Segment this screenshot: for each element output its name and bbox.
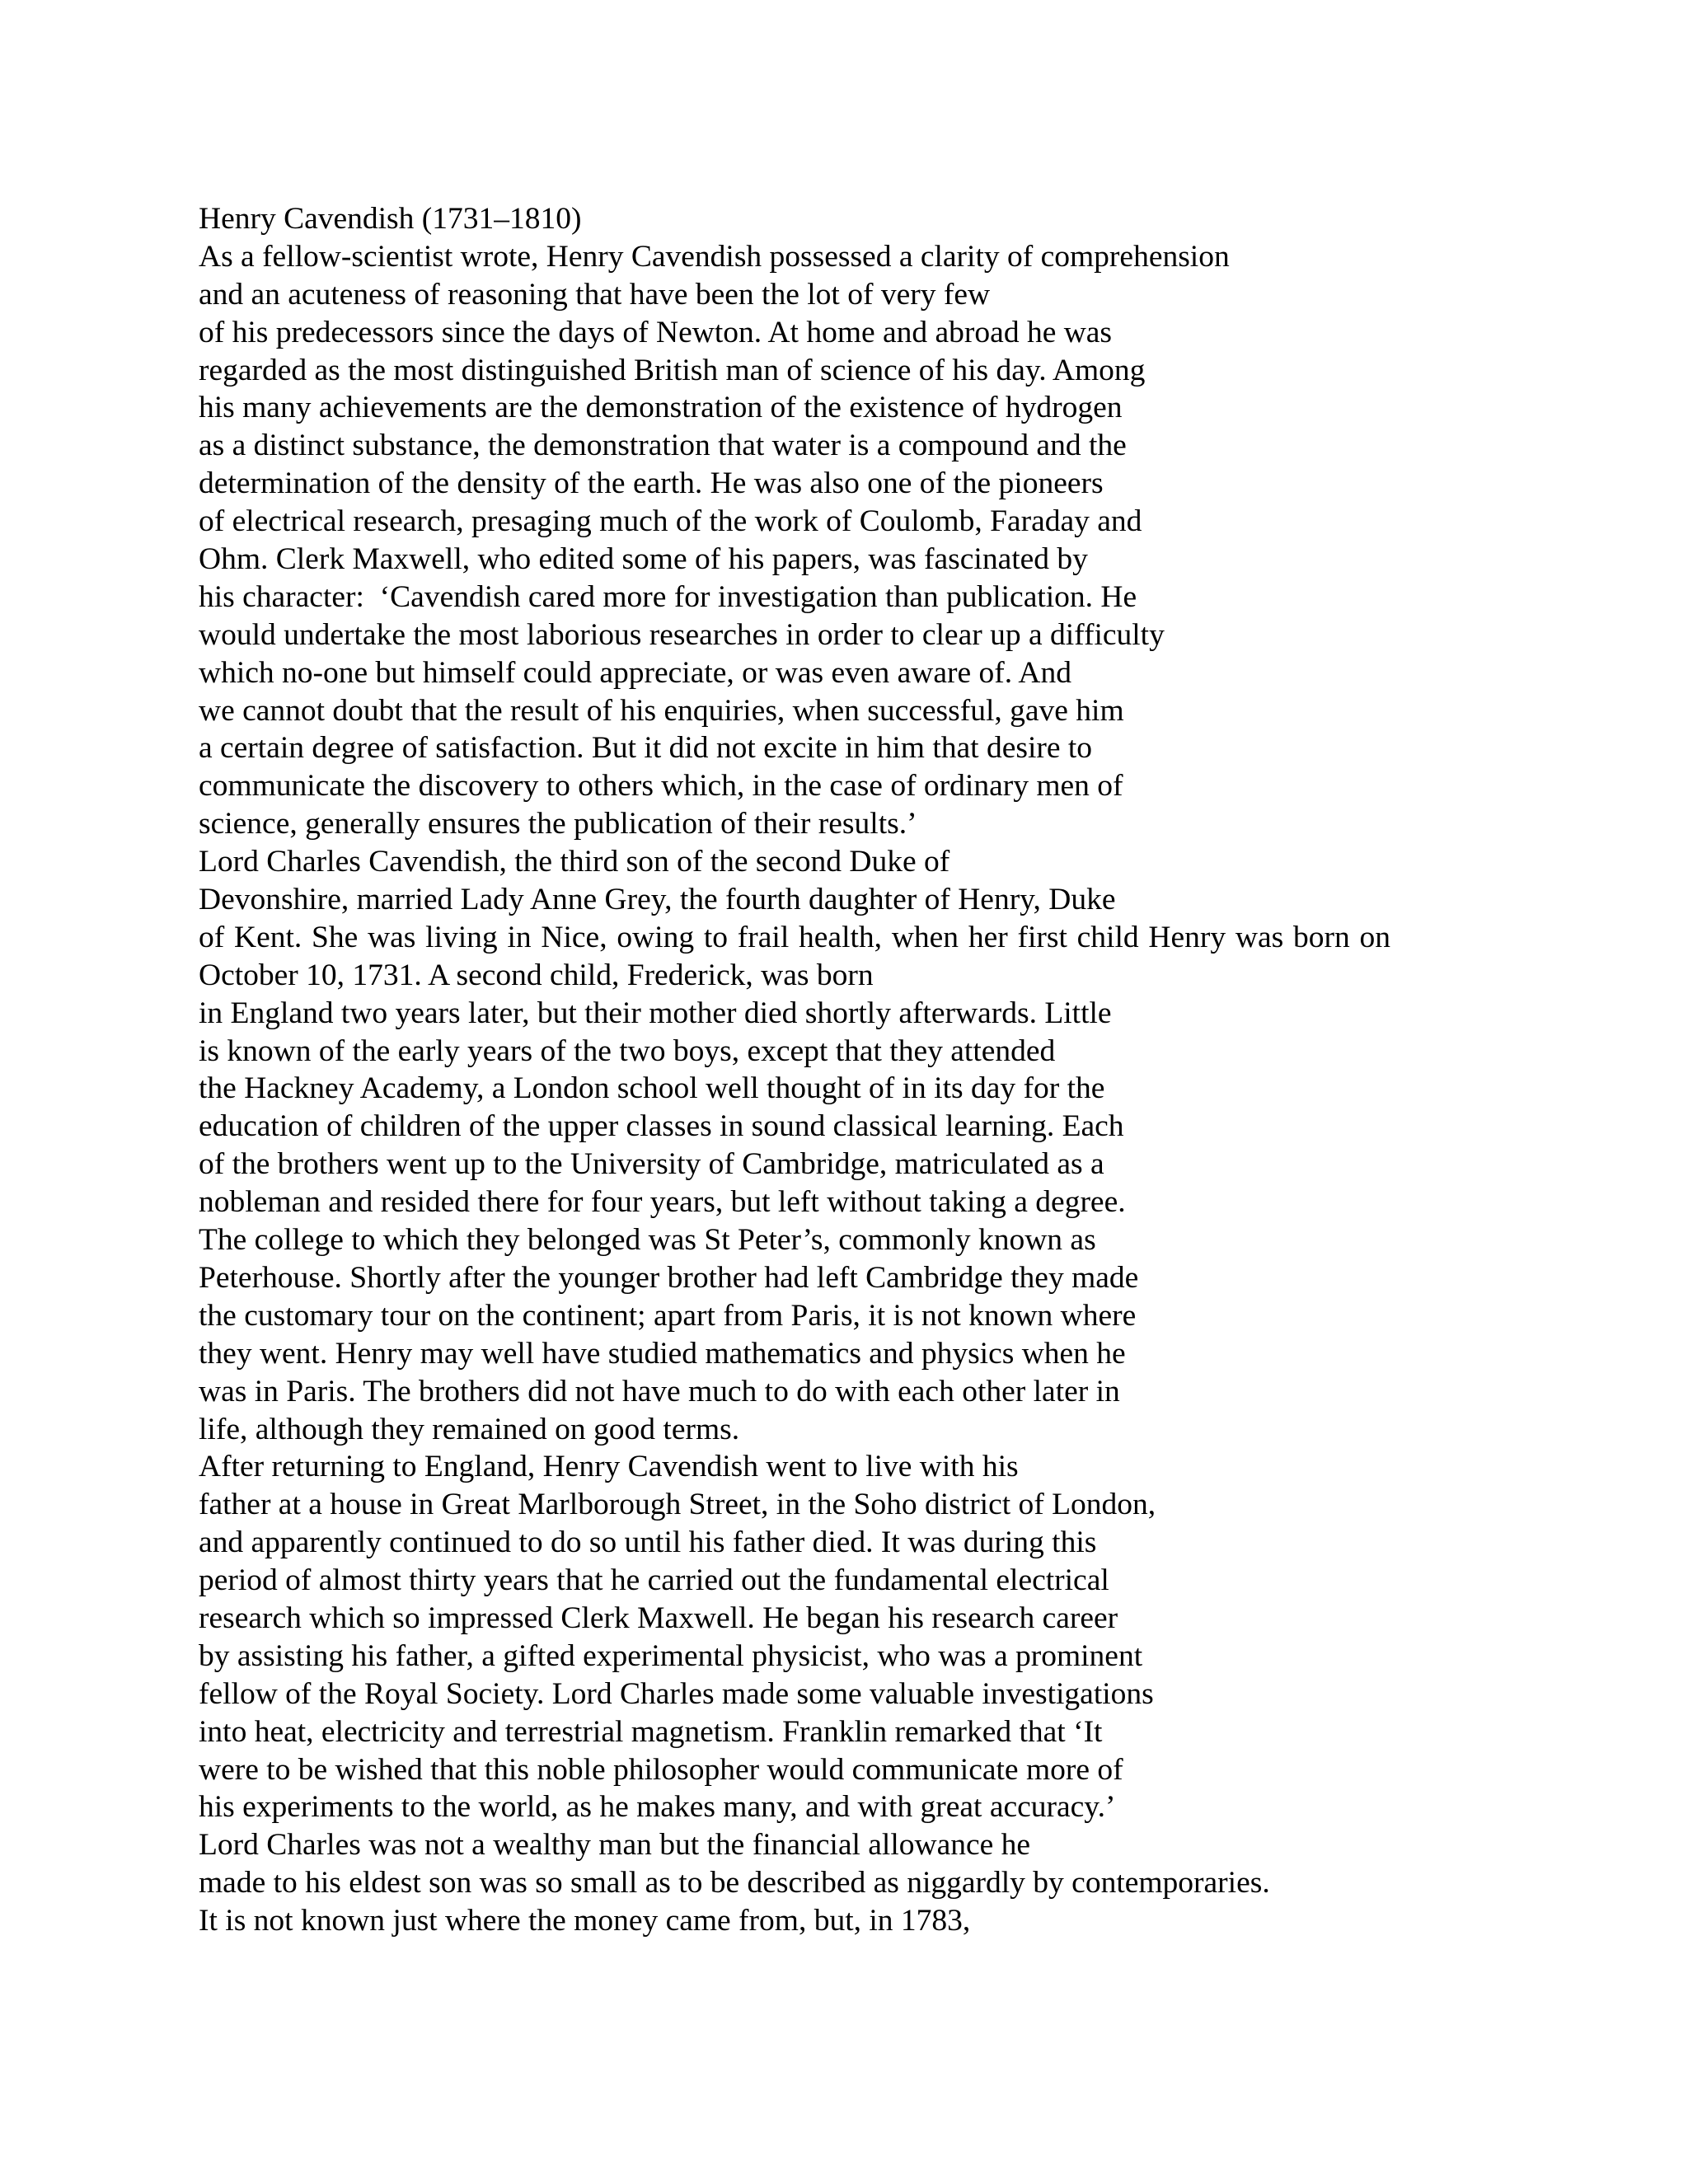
text-line: would undertake the most laborious researches in order to clear up a difficulty: [199, 617, 1165, 652]
text-line: was in Paris. The brothers did not have much to do with each other later in: [199, 1374, 1120, 1408]
text-line: fellow of the Royal Society. Lord Charles made some valuable investigations: [199, 1676, 1154, 1711]
text-line: the Hackney Academy, a London school well thought of in its day for the: [199, 1071, 1105, 1106]
text-line: Lord Charles was not a wealthy man but the financial allowance he: [199, 1828, 1031, 1863]
text-line: a certain degree of satisfaction. But it did not excite in him that desire to: [199, 731, 1093, 766]
text-line: of electrical research, presaging much of the work of Coulomb, Faraday and: [199, 504, 1142, 539]
text-line: education of children of the upper classes in sound classical learning. Each: [199, 1109, 1124, 1144]
text-line: As a fellow-scientist wrote, Henry Cavendish possessed a clarity of comprehension: [199, 239, 1230, 274]
text-line: we cannot doubt that the result of his enquiries, when successful, gave him: [199, 693, 1124, 728]
text-line: is known of the early years of the two boys, except that they attended: [199, 1033, 1056, 1068]
text-line: life, although they remained on good terms.: [199, 1412, 740, 1446]
text-line: made to his eldest son was so small as to be described as niggardly by contemporaries.: [199, 1866, 1270, 1900]
text-line: his many achievements are the demonstration of the existence of hydrogen: [199, 391, 1123, 425]
text-block: [199, 200, 1682, 1940]
text-line: of the brothers went up to the University of Cambridge, matriculated as a: [199, 1147, 1104, 1182]
text-line: of Kent. She was living in Nice, owing to frail health, when her first child Henry was born on: [199, 920, 1391, 954]
text-line: Lord Charles Cavendish, the third son of the second Duke of: [199, 845, 950, 879]
document-heading: Henry Cavendish (1731–1810): [199, 202, 582, 236]
text-line: of his predecessors since the days of Newton. At home and abroad he was: [199, 315, 1113, 349]
text-line: October 10, 1731. A second child, Frederick, was born: [199, 958, 874, 992]
text-line: Devonshire, married Lady Anne Grey, the fourth daughter of Henry, Duke: [199, 883, 1116, 917]
text-line: and an acuteness of reasoning that have been the lot of very few: [199, 277, 991, 312]
text-line: research which so impressed Clerk Maxwell. He began his research career: [199, 1601, 1118, 1635]
text-line: they went. Henry may well have studied mathematics and physics when he: [199, 1336, 1126, 1371]
text-line: nobleman and resided there for four years, but left without taking a degree.: [199, 1185, 1126, 1220]
text-line: Peterhouse. Shortly after the younger brother had left Cambridge they made: [199, 1260, 1139, 1295]
text-line: his experiments to the world, as he makes many, and with great accuracy.’: [199, 1790, 1116, 1825]
text-line: by assisting his father, a gifted experimental physicist, who was a prominent: [199, 1638, 1143, 1673]
text-line: his character: ‘Cavendish cared more for investigation than publication. He: [199, 579, 1137, 614]
text-line: communicate the discovery to others which, in the case of ordinary men of: [199, 769, 1123, 804]
text-line: as a distinct substance, the demonstration that water is a compound and the: [199, 429, 1127, 463]
text-line: science, generally ensures the publication of their results.’: [199, 807, 917, 841]
text-line: period of almost thirty years that he carried out the fundamental electrical: [199, 1563, 1109, 1598]
text-line: regarded as the most distinguished British man of science of his day. Among: [199, 353, 1146, 387]
text-line: determination of the density of the earth. He was also one of the pioneers: [199, 466, 1104, 501]
text-line: which no-one but himself could appreciate, or was even aware of. And: [199, 655, 1072, 690]
text-line: were to be wished that this noble philosopher would communicate more of: [199, 1752, 1123, 1787]
text-line: After returning to England, Henry Cavendish went to live with his: [199, 1450, 1019, 1484]
text-line: father at a house in Great Marlborough Street, in the Soho district of London,: [199, 1488, 1156, 1522]
text-line: in England two years later, but their mother died shortly afterwards. Little: [199, 996, 1112, 1030]
text-line: It is not known just where the money came from, but, in 1783,: [199, 1904, 971, 1938]
text-line: the customary tour on the continent; apart from Paris, it is not known where: [199, 1298, 1137, 1333]
text-line: into heat, electricity and terrestrial magnetism. Franklin remarked that ‘It: [199, 1714, 1103, 1749]
text-line: Ohm. Clerk Maxwell, who edited some of his papers, was fascinated by: [199, 542, 1088, 577]
text-line: and apparently continued to do so until his father died. It was during this: [199, 1526, 1097, 1560]
text-line: The college to which they belonged was St Peter’s, commonly known as: [199, 1223, 1096, 1258]
